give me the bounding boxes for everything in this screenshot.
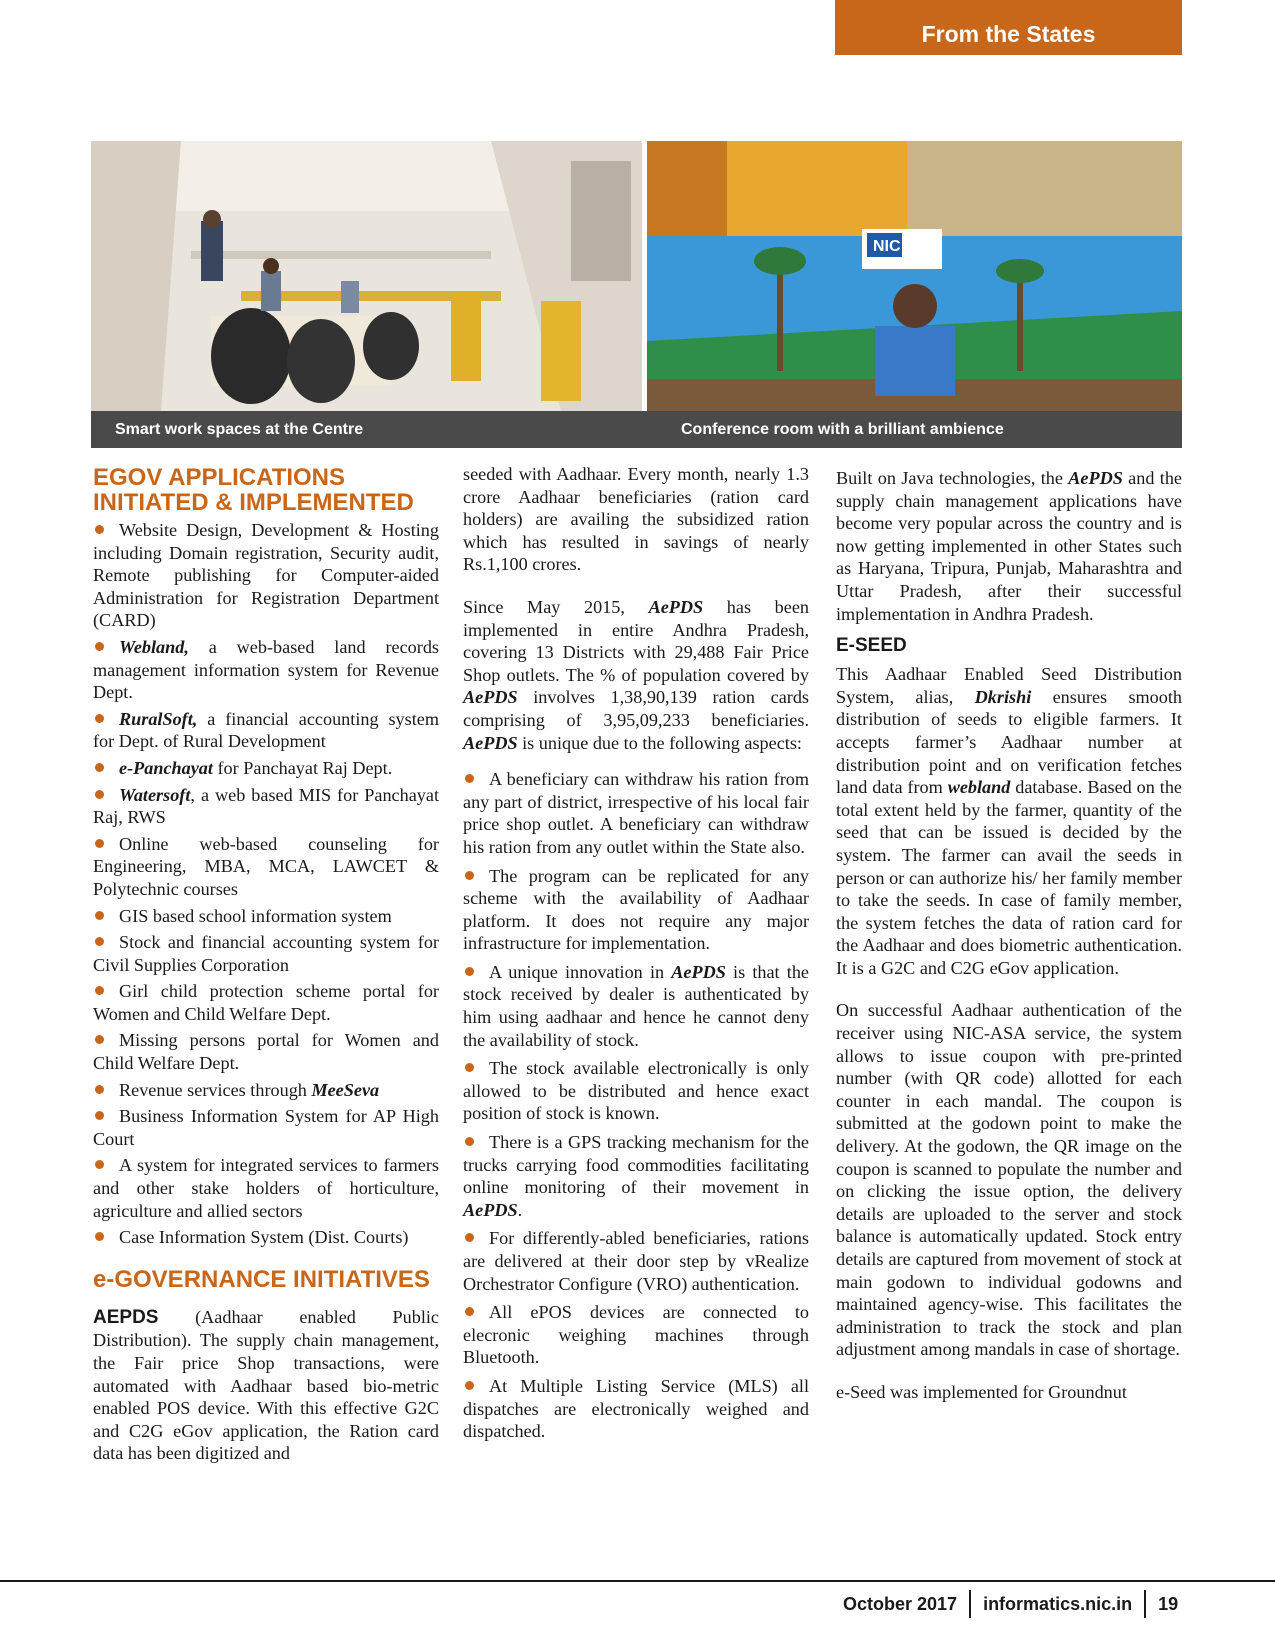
bullet-icon [465,871,474,880]
list-item: Webland, a web-based land records management information system for Revenue Dept. [93,636,439,703]
list-item: Business Information System for AP High Court [93,1106,439,1149]
bullet-icon [95,714,104,723]
bullet-icon [95,986,104,995]
list-item: Watersoft, a web based MIS for Panchayat Raj, RWS [93,784,439,828]
egov-applications-list [93,519,439,1249]
photo-strip [91,141,1182,448]
list-item: The stock available electronically is only allowed to be distributed and hence exact position of stock is known. [463,1058,809,1124]
e-seed-heading: E-SEED [836,635,907,657]
bullet-icon [95,839,104,848]
list-item: Missing persons portal for Women and Child Welfare Dept. [93,1030,439,1074]
bullet-icon [95,763,104,772]
right-photo-caption: Conference room with a brilliant ambience [681,421,1004,438]
column-1 [93,465,439,1465]
list-item: Online web-based counseling for Engineering, MBA, MCA, LAWCET & Polytechnic courses [93,833,439,899]
issue-date: October 2017 [843,1593,958,1614]
coupon-paragraph: On successful Aadhaar authentication of the receiver using NIC-ASA service, the system allows to issue coupon with pre-printed number (with QR code) allotted for each counter in each mandal. The coupon is submitted at the godown point to make the delivery. At the godown, the QR image on the coupon is scanned to populate the number and on clicking the issue option, the delivery details are uploaded to the server and stock balance is automatically updated. Stock entry details are captured from movement of stock at main godown to individual godowns and maintained agency-wise. This facilitates the administration to track the stock and plan adjustment among mandals in case of shortage. [836,1000,1182,1360]
bullet-icon [465,1307,474,1316]
bullet-icon [95,1085,104,1094]
workspace-photo [91,141,642,411]
java-technologies-paragraph: Built on Java technologies, the AePDS and the supply chain management applications have become very popular across the country and is now getting implemented in other States such as Haryana, Tripura, Punjab, Maharashtra and Uttar Pradesh, after their successful implementation in Andhra Pradesh. [836,468,1183,624]
bullet-icon [465,774,474,783]
list-item: Revenue services through MeeSeva [93,1079,439,1102]
bullet-icon [95,911,104,920]
groundnut-paragraph: e-Seed was implemented for Groundnut [836,1381,1127,1402]
page-number: 19 [1158,1593,1179,1614]
footer-rule [0,1580,1275,1582]
bullet-icon [95,1232,104,1241]
footer-divider [1144,1590,1146,1618]
bullet-icon [95,1160,104,1169]
website-link[interactable]: informatics.nic.in [983,1593,1133,1614]
list-item: For differently-abled beneficiaries, rations are delivered at their door step by vRealize Orchestrator Configure (VRO) authentication. [463,1228,809,1294]
nic-sign: NIC [873,238,901,255]
list-item: The program can be replicated for any scheme with the availability of Aadhaar platform. It does not require any major infrastructure for implementation. [463,865,809,954]
bullet-icon [95,642,104,651]
page-footer [843,1589,1178,1619]
bullet-icon [465,967,474,976]
aepds-coverage-paragraph: Since May 2015, AePDS has been implemented in entire Andhra Pradesh, covering 13 Districts with 29,488 Fair Price Shop outlets. The % of population covered by AePDS involves 1,38,90,139 ration cards comprising of 3,95,09,233 beneficiaries. AePDS is unique due to the following aspects: [463,596,810,753]
list-item: There is a GPS tracking mechanism for the trucks carrying food commodities facilitating online monitoring of their movement in AePDS. [463,1132,809,1220]
list-item: e-Panchayat for Panchayat Raj Dept. [93,757,439,780]
list-item: Stock and financial accounting system for Civil Supplies Corporation [93,932,439,975]
caption-bar [91,411,1182,448]
list-item: At Multiple Listing Service (MLS) all dispatches are electronically weighed and dispatched. [463,1375,809,1442]
aepds-label: AEPDS [93,1306,159,1328]
left-photo-caption: Smart work spaces at the Centre [115,421,364,438]
list-item: RuralSoft, a financial accounting system for Dept. of Rural Development [93,708,439,752]
bullet-icon [95,1035,104,1044]
list-item: All ePOS devices are connected to elecronic weighing machines through Bluetooth. [463,1302,809,1368]
bullet-icon [95,525,104,534]
column-3 [836,467,1182,1404]
egov-applications-heading: EGOV APPLICATIONS INITIATED & IMPLEMENTED [93,464,414,516]
aepds-aspects-list [463,768,809,1443]
bullet-icon [95,1111,104,1120]
bullet-icon [465,1381,474,1390]
section-label: From the States [835,0,1182,55]
list-item: GIS based school information system [93,905,439,928]
list-item: A unique innovation in AePDS is that the stock received by dealer is authenticated by him using aadhaar and hence he cannot deny the availability of stock. [463,961,809,1050]
bullet-icon [95,790,104,799]
aepds-paragraph: AEPDS (Aadhaar enabled Public Distribution). The supply chain management, the Fair price Shop transactions, were automated with Aadhaar based bio-metric enabled POS device. With this effective G2C and C2G eGov application, the Ration card data has been digitized and [93,1306,439,1464]
bullet-icon [465,1063,474,1072]
e-seed-paragraph: This Aadhaar Enabled Seed Distribution System, alias, Dkrishi ensures smooth distribution of seeds to eligible farmers. It accepts farmer’s Aadhaar number at distribution point and on verification fetches land data from webland database. Based on the total extent held by the farmer, quantity of the seed that can be issued is decided by the system. The farmer can avail the seeds in person or can authorize his/ her family member to take the seeds. In case of family member, the system fetches the data of ration card for the Aadhaar and does biometric authentication. It is a G2C and C2G eGov application. [836,664,1183,978]
list-item: Website Design, Development & Hosting including Domain registration, Security audit, Remote publishing for Computer-aided Administration for Registration Department (CARD) [93,520,439,631]
aadhaar-seeding-paragraph: seeded with Aadhaar. Every month, nearly 1.3 crore Aadhaar beneficiaries (ration card holders) are availing the subsidized ration which has resulted in savings of nearly Rs.1,100 crores. [463,464,809,575]
footer-divider [969,1590,971,1618]
conference-photo [647,141,1182,411]
egovernance-initiatives-heading: e-GOVERNANCE INITIATIVES [93,1265,430,1293]
list-item: Girl child protection scheme portal for Women and Child Welfare Dept. [93,981,439,1024]
bullet-icon [465,1233,474,1242]
list-item: A system for integrated services to farmers and other stake holders of horticulture, agriculture and allied sectors [93,1155,439,1221]
list-item: A beneficiary can withdraw his ration from any part of district, irrespective of his local fair price shop outlet. A beneficiary can withdraw his ration from any outlet within the State also. [463,769,809,857]
bullet-icon [465,1137,474,1146]
list-item: Case Information System (Dist. Courts) [93,1226,439,1249]
column-2 [463,463,809,1449]
bullet-icon [95,937,104,946]
